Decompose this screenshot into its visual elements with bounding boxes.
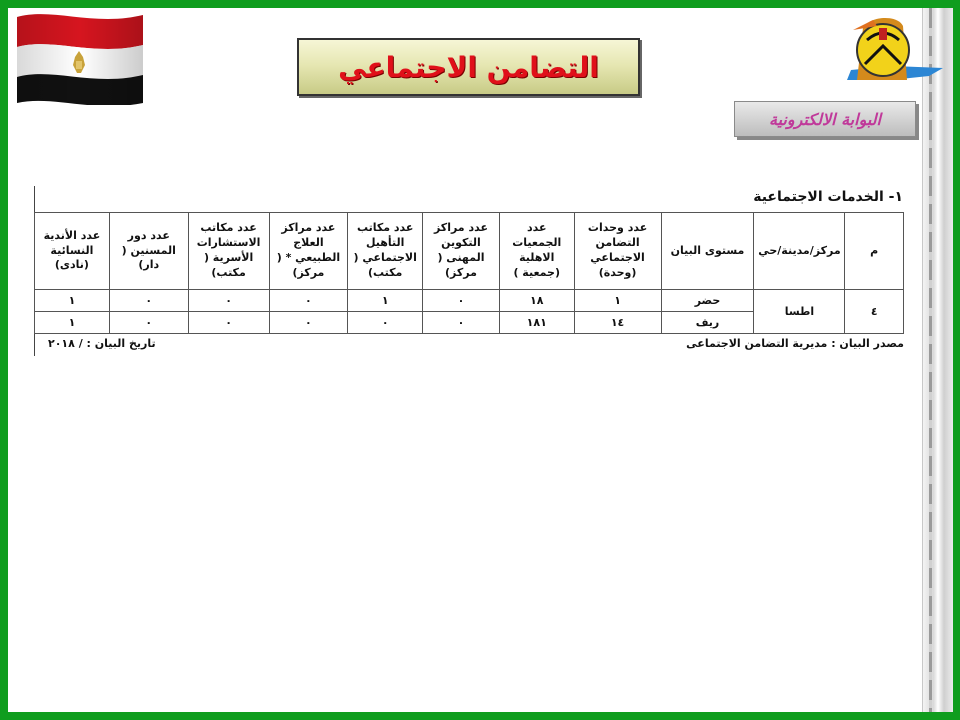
value-cell: ٠ [109,290,188,312]
value-cell: ١ [574,290,661,312]
level-cell: حضر [661,290,754,312]
table-header-row [35,213,904,290]
col-header: عدد مكاتب التأهيل الاجتماعي ( مكتب) [348,213,423,290]
col-header: مستوى البيان [661,213,754,290]
value-cell: ١ [35,312,110,334]
col-header: م [845,213,904,290]
page-title: التضامن الاجتماعي [338,50,599,84]
portal-badge[interactable] [734,101,916,137]
row-index-cell: ٤ [845,290,904,334]
value-cell: ٠ [269,312,348,334]
side-ribbon-stripe [929,8,932,712]
value-cell: ١٨١ [499,312,574,334]
value-cell: ١ [348,290,423,312]
value-cell: ٠ [188,312,269,334]
value-cell: ١ [35,290,110,312]
col-header: عدد مراكز التكوين المهنى ( مركز) [423,213,500,290]
col-header: عدد الأندية النسائية (نادى) [35,213,110,290]
col-header: عدد مكاتب الاستشارات الأسرية ( مكتب) [188,213,269,290]
value-cell: ١٤ [574,312,661,334]
col-header: عدد دور المسنين ( دار) [109,213,188,290]
governorate-logo [833,10,947,100]
district-cell: اطسا [754,290,845,334]
col-header: مركز/مدينة/حي [754,213,845,290]
egypt-flag-icon [13,9,147,105]
portal-label: البوابة الالكترونية [769,109,881,129]
value-cell: ٠ [348,312,423,334]
col-header: عدد وحدات التضامن الاجتماعي (وحدة) [574,213,661,290]
level-cell: ريف [661,312,754,334]
services-table [34,212,904,334]
value-cell: ٠ [423,312,500,334]
side-ribbon [922,8,953,712]
section-heading: ١- الخدمات الاجتماعية [753,189,903,205]
page-title-box [297,38,640,96]
value-cell: ٠ [423,290,500,312]
value-cell: ٠ [109,312,188,334]
col-header: عدد مراكز العلاج الطبيعي * ( مركز) [269,213,348,290]
value-cell: ٠ [269,290,348,312]
data-source-note: مصدر البيان : مديرية التضامن الاجتماعى [686,337,904,350]
col-header: عدد الجمعيات الاهلية (جمعية ) [499,213,574,290]
table-row [35,290,904,312]
value-cell: ١٨ [499,290,574,312]
value-cell: ٠ [188,290,269,312]
data-date-note: تاريخ البيان : / ٢٠١٨ [48,337,156,350]
